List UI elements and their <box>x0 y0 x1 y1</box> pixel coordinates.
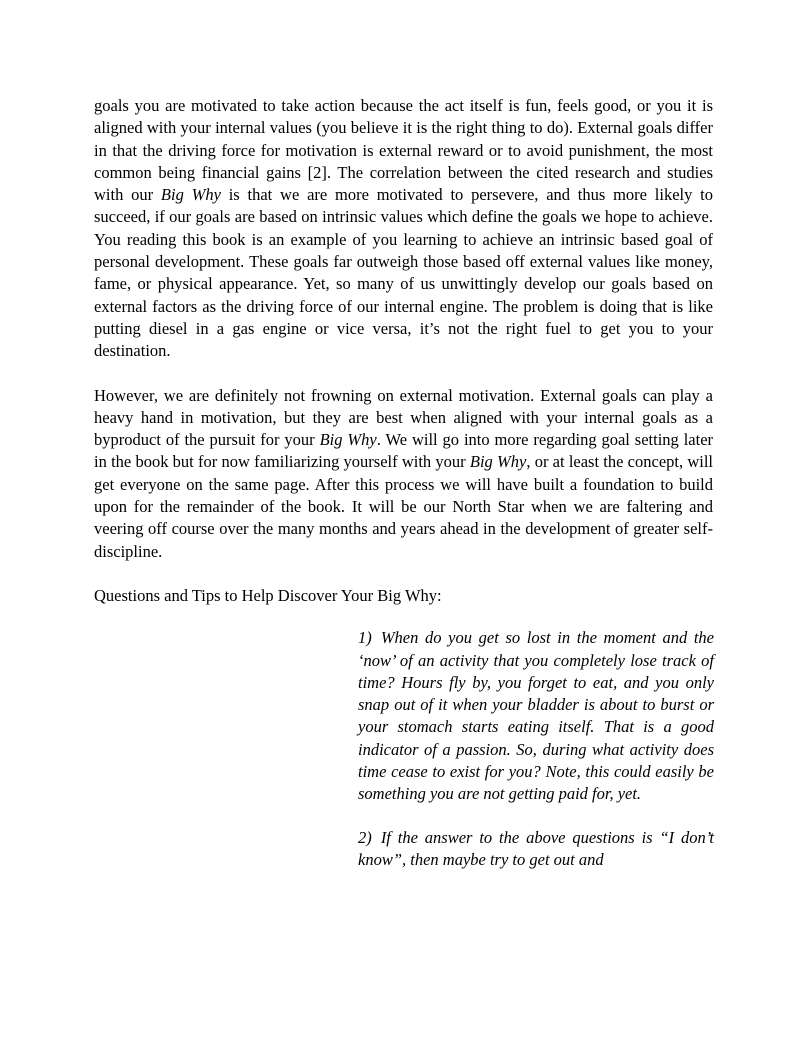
emphasis-big-why: Big Why <box>160 185 221 205</box>
emphasis-big-why: Big Why <box>469 452 527 472</box>
paragraph-text: However, we are definitely not frowning on external motivation. External goals can play a heavy hand in motivation, but they are best when aligned with your internal goals as a byproduct of the pursuit for your <box>94 385 713 450</box>
paragraph-text: goals you are motivated to take action because the act itself is fun, feels good, or you it is aligned with your internal values (you believe it is the right thing to do). External goals differ in that the driving force for motivation is external reward or to avoid punishment, the most common being financial gains [2]. The correlation between the cited research and studies with our <box>94 96 713 205</box>
body-paragraph-2 <box>94 385 713 563</box>
list-item-text: If the answer to the above questions is “I don’t know”, then maybe try to get out and <box>358 827 714 869</box>
paragraph-text: , or at least the concept, will get everyone on the same page. After this process we will have built a foundation to build upon for the remainder of the book. It will be our North Star when we are faltering and veering off course over the many months and years ahead in the development of greater self-discipline. <box>94 452 714 561</box>
list-item-number: 1) <box>358 628 372 648</box>
list-item-2 <box>358 827 714 872</box>
paragraph-text: . We will go into more regarding goal setting later in the book but for now familiarizing yourself with your <box>94 430 714 472</box>
paragraph-text: is that we are more motivated to persevere, and thus more likely to succeed, if our goals are based on intrinsic values which define the goals we hope to achieve. You reading this book is an example of you learning to achieve an intrinsic based goal of personal development. These goals far outweigh those based off external values like money, fame, or physical appearance. Yet, so many of us unwittingly develop our goals based on external factors as the driving force of our internal engine. The problem is doing that is like putting diesel in a gas engine or vice versa, it’s not the right fuel to get you to your destination. <box>94 185 713 361</box>
list-item-number: 2) <box>358 827 372 847</box>
list-item-text: When do you get so lost in the moment and the ‘now’ of an activity that you completely lose track of time? Hours fly by, you forget to eat, and you only snap out of it when your bladder is about to burst or your stomach starts eating itself. That is a good indicator of a passion. So, during what activity does time cease to exist for you? Note, this could easily be something you are not getting paid for, yet. <box>358 628 714 804</box>
section-heading: Questions and Tips to Help Discover Your Big Why: <box>94 585 442 605</box>
list-item-1 <box>358 627 714 805</box>
body-paragraph-1 <box>94 95 713 363</box>
numbered-list <box>358 627 714 871</box>
emphasis-big-why: Big Why <box>319 430 377 450</box>
